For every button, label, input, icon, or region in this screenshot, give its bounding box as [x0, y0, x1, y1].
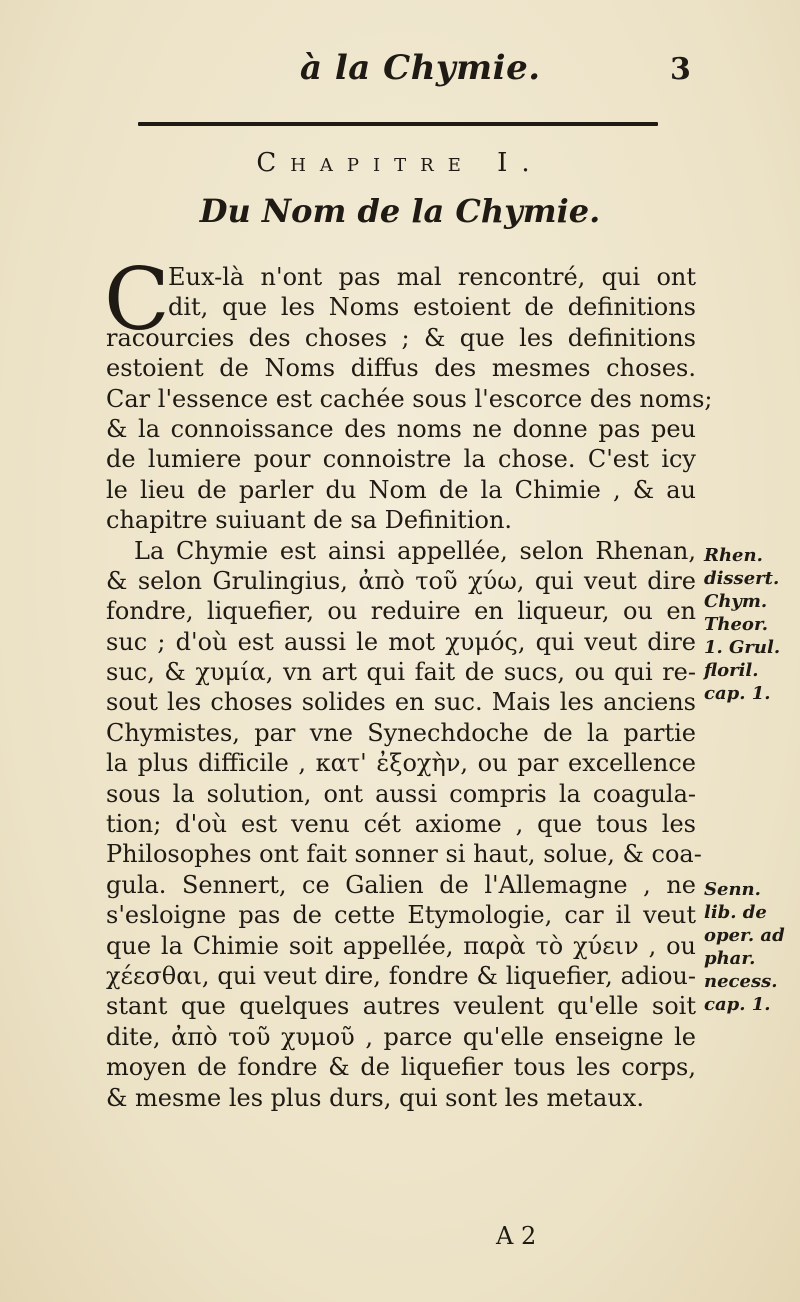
text-line: Chymistes, par vne Synechdoche de la partie — [106, 718, 696, 747]
margin-note-line: Chym. — [704, 590, 768, 612]
text-line: gula. Sennert, ce Galien de l'Allemagne , ne — [106, 870, 696, 899]
text-line: tion; d'où est venu cét axiome , que tous les — [106, 810, 696, 839]
text-line: le lieu de parler du Nom de la Chimie , & au — [106, 475, 696, 504]
margin-note-line: floril. — [704, 659, 759, 681]
text-line: racourcies des choses ; & que les definitions — [106, 323, 696, 352]
text-line: & la connoissance des noms ne donne pas peu — [106, 414, 696, 443]
text-line: suc ; d'où est aussi le mot χυμός, qui veut dire — [106, 627, 696, 656]
margin-note-line: dissert. — [704, 567, 780, 589]
running-head — [0, 40, 800, 100]
margin-note-line: oper. ad — [704, 925, 785, 946]
margin-note-line: cap. 1. — [704, 994, 771, 1015]
margin-note — [704, 544, 794, 705]
text-line: sous la solution, ont aussi compris la coagula- — [106, 779, 696, 808]
text-line: fondre, liquefier, ou reduire en liqueur, ou en — [106, 597, 696, 626]
text-line: χέεσθαι, qui veut dire, fondre & liquefier, adiou- — [106, 961, 696, 990]
margin-note-line: phar. — [704, 948, 756, 969]
text-line: La Chymie est ainsi appellée, selon Rhenan, — [134, 536, 696, 565]
text-line: la plus difficile , κατ' ἐξοχὴν, ou par excellence — [106, 749, 696, 778]
text-line: Eux-là n'ont pas mal rencontré, qui ont — [168, 263, 696, 291]
text-line: stant que quelques autres veulent qu'elle soit — [106, 992, 696, 1021]
drop-capital: C — [104, 250, 170, 350]
margin-note-line: 1. Grul. — [704, 636, 781, 658]
margin-note-line: cap. 1. — [704, 682, 771, 704]
text-line: estoient de Noms diffus des mesmes choses. — [106, 354, 696, 383]
text-line: & selon Grulingius, ἀπὸ τοῦ χύω, qui veut dire — [106, 566, 696, 595]
text-line: Philosophes ont fait sonner si haut, solue, & coa- — [106, 840, 702, 869]
margin-note-line: necess. — [704, 971, 778, 992]
margin-note-line: Theor. — [704, 613, 769, 635]
body-text — [104, 250, 713, 1113]
text-line: & mesme les plus durs, qui sont les metaux. — [106, 1083, 644, 1112]
text-line: s'esloigne pas de cette Etymologie, car il veut — [106, 901, 696, 930]
text-line: sout les choses solides en suc. Mais les anciens — [106, 688, 696, 717]
text-line: suc, & χυμία, vn art qui fait de sucs, ou qui re- — [106, 658, 696, 687]
margin-note-line: lib. de — [704, 902, 767, 923]
text-line: que la Chimie soit appellée, παρὰ τὸ χύειν , ou — [106, 931, 696, 960]
text-line: Car l'essence est cachée sous l'escorce des noms; — [106, 384, 713, 413]
running-title: à la Chymie. — [300, 48, 541, 88]
chapter-heading: Chapitre I. — [256, 148, 544, 178]
margin-note — [704, 878, 794, 1016]
text-line: dit, que les Noms estoient de definitions — [168, 293, 696, 322]
text-line: de lumiere pour connoistre la chose. C'est icy — [106, 445, 696, 474]
text-line: chapitre suiuant de sa Definition. — [106, 506, 513, 535]
chapter-title: Du Nom de la Chymie. — [199, 192, 601, 230]
text-line: dite, ἀπὸ τοῦ χυμοῦ , parce qu'elle enseigne le — [106, 1022, 696, 1051]
header-rule — [138, 122, 658, 126]
margin-note-line: Senn. — [704, 879, 761, 900]
margin-note-line: Rhen. — [704, 544, 763, 566]
page-number: 3 — [670, 52, 691, 87]
catchword: A 2 — [496, 1222, 537, 1250]
text-line: moyen de fondre & de liquefier tous les corps, — [106, 1053, 696, 1082]
